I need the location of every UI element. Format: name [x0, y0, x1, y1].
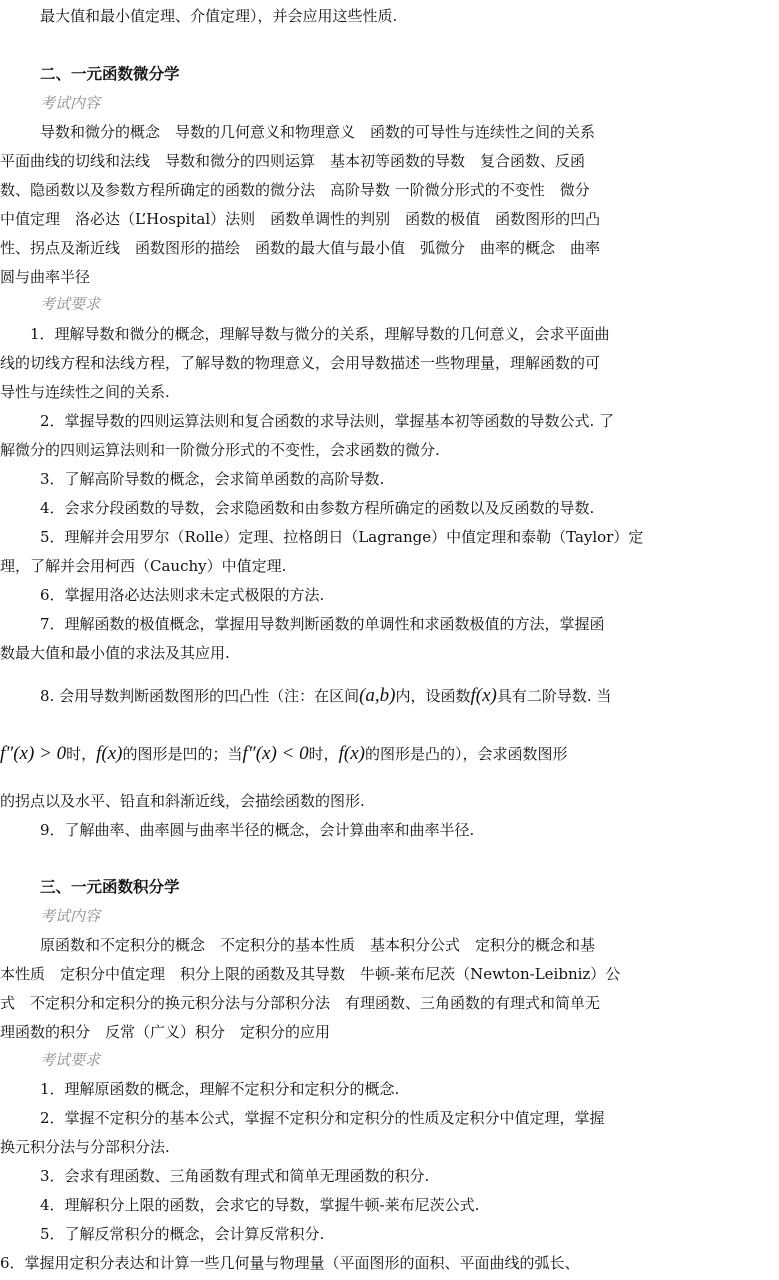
- math-second-derivative: f″(x) > 0: [0, 744, 67, 764]
- text-line: 式 不定积分和定积分的换元积分法与分部积分法 有理函数、三角函数的有理式和简单无: [0, 994, 601, 1012]
- text-line: 导性与连续性之间的关系.: [0, 383, 170, 401]
- text-line: 数最大值和最小值的求法及其应用.: [0, 644, 230, 662]
- text-line-with-math: [0, 744, 779, 764]
- text-line: 线的切线方程和法线方程，了解导数的物理意义，会用导数描述一些物理量，理解函数的可: [0, 354, 601, 372]
- text-line: 性、拐点及渐近线 函数图形的描绘 函数的最大值与最小值 弧微分 曲率的概念 曲率: [0, 239, 601, 257]
- text-line-with-math: [40, 686, 779, 706]
- text-line: 9．了解曲率、曲率圆与曲率半径的概念，会计算曲率和曲率半径.: [40, 821, 475, 839]
- text-line: 4．理解积分上限的函数，会求它的导数，掌握牛顿-莱布尼茨公式.: [40, 1196, 480, 1214]
- text-line: 数、隐函数以及参数方程所确定的函数的微分法 高阶导数 一阶微分形式的不变性 微分: [0, 181, 590, 199]
- math-function: f(x): [338, 744, 366, 764]
- text-line: 原函数和不定积分的概念 不定积分的基本性质 基本积分公式 定积分的概念和基: [40, 936, 596, 954]
- subheading-exam-requirements: 考试要求: [40, 1051, 101, 1069]
- text-line: 的拐点以及水平、铅直和斜渐近线，会描绘函数的图形.: [0, 792, 365, 810]
- math-interval: (a,b): [359, 686, 396, 706]
- subheading-exam-requirements: 考试要求: [40, 295, 101, 313]
- text-line: 3．会求有理函数、三角函数有理式和简单无理函数的积分.: [40, 1167, 430, 1185]
- text-line: 理，了解并会用柯西（Cauchy）中值定理.: [0, 557, 287, 575]
- text-line: 本性质 定积分中值定理 积分上限的函数及其导数 牛顿-莱布尼茨（Newton-Leibniz）公: [0, 965, 621, 983]
- math-function: f(x): [96, 744, 123, 764]
- text-span: 时，: [308, 745, 339, 763]
- text-span: 8. 会用导数判断函数图形的凹凸性（注：在区间: [40, 687, 360, 705]
- text-span: 具有二阶导数. 当: [496, 687, 612, 705]
- text-line: 1．理解原函数的概念，理解不定积分和定积分的概念.: [40, 1080, 400, 1098]
- text-span: 的图形是凹的；当: [122, 745, 243, 763]
- math-second-derivative: f″(x) < 0: [242, 744, 309, 764]
- text-line: 换元积分法与分部积分法.: [0, 1138, 170, 1156]
- text-span: 内，设函数: [395, 687, 471, 705]
- text-line: 最大值和最小值定理、介值定理），并会应用这些性质.: [40, 7, 398, 25]
- text-line: 7．理解函数的极值概念，掌握用导数判断函数的单调性和求函数极值的方法，掌握函: [40, 615, 605, 633]
- text-line: 圆与曲率半径: [0, 268, 91, 286]
- text-line: 5．了解反常积分的概念，会计算反常积分.: [40, 1225, 325, 1243]
- text-line: 平面曲线的切线和法线 导数和微分的四则运算 基本初等函数的导数 复合函数、反函: [0, 152, 586, 170]
- text-line: 6．掌握用洛必达法则求未定式极限的方法.: [40, 586, 325, 604]
- subheading-exam-content: 考试内容: [40, 94, 101, 112]
- text-line: 1．理解导数和微分的概念，理解导数与微分的关系，理解导数的几何意义，会求平面曲: [30, 325, 610, 343]
- text-line: 导数和微分的概念 导数的几何意义和物理意义 函数的可导性与连续性之间的关系: [40, 123, 596, 141]
- text-span: 时，: [66, 745, 97, 763]
- section-heading-integral: 三、一元函数积分学: [40, 877, 180, 896]
- text-line: 理函数的积分 反常（广义）积分 定积分的应用: [0, 1023, 331, 1041]
- text-line: 2．掌握不定积分的基本公式，掌握不定积分和定积分的性质及定积分中值定理，掌握: [40, 1109, 605, 1127]
- text-line: 6．掌握用定积分表达和计算一些几何量与物理量（平面图形的面积、平面曲线的弧长、: [0, 1254, 580, 1272]
- text-line: 5．理解并会用罗尔（Rolle）定理、拉格朗日（Lagrange）中值定理和泰勒（Taylor）定: [40, 528, 644, 546]
- subheading-exam-content: 考试内容: [40, 907, 101, 925]
- text-line: 解微分的四则运算法则和一阶微分形式的不变性，会求函数的微分.: [0, 441, 440, 459]
- text-line: 4．会求分段函数的导数，会求隐函数和由参数方程所确定的函数以及反函数的导数.: [40, 499, 595, 517]
- section-heading-differential: 二、一元函数微分学: [40, 64, 180, 83]
- text-line: 中值定理 洛必达（L’Hospital）法则 函数单调性的判别 函数的极值 函数图形的凹凸: [0, 210, 601, 228]
- text-span: 的图形是凸的），会求函数图形: [365, 745, 568, 763]
- text-line: 3．了解高阶导数的概念，会求简单函数的高阶导数.: [40, 470, 385, 488]
- text-line: 2．掌握导数的四则运算法则和复合函数的求导法则，掌握基本初等函数的导数公式. 了: [40, 412, 615, 430]
- math-function: f(x): [470, 686, 497, 706]
